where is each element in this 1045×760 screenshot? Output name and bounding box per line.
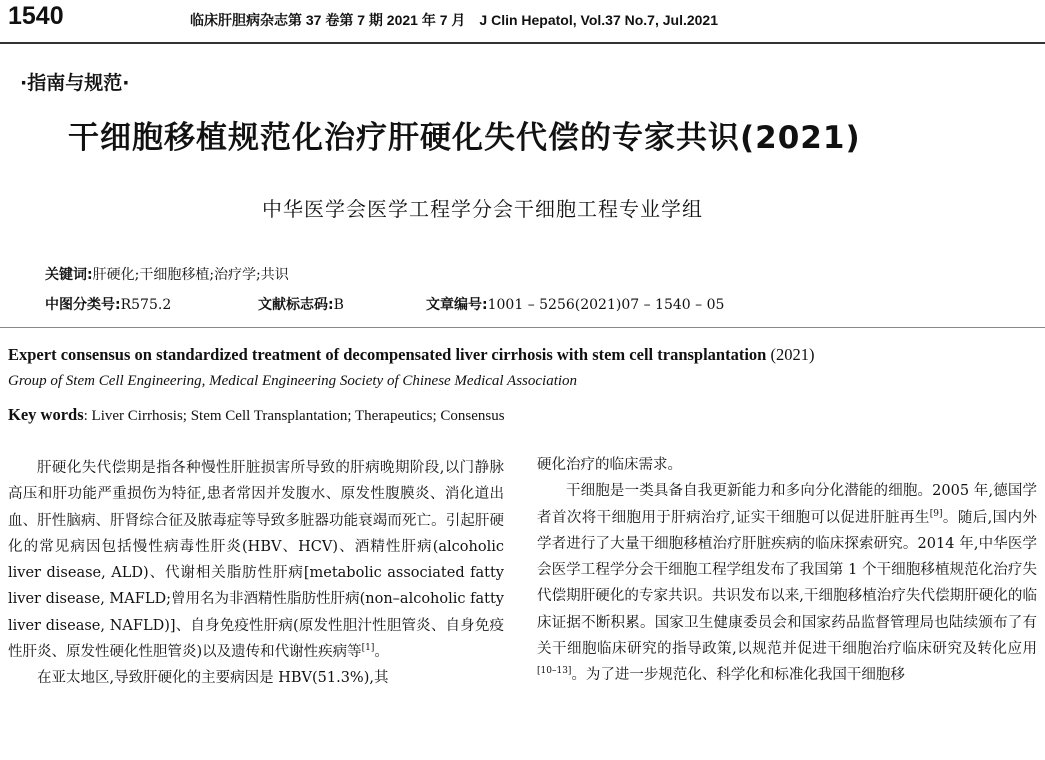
clc-label: 中图分类号: — [45, 297, 121, 313]
doc-code-label: 文献标志码: — [258, 297, 334, 313]
english-title — [8, 345, 814, 365]
article-number-label: 文章编号: — [426, 297, 488, 313]
article-title: 干细胞移植规范化治疗肝硬化失代偿的专家共识(2021) — [68, 120, 861, 156]
body-paragraph: 在亚太地区,导致肝硬化的主要病因是 HBV(51.3%),其 — [37, 670, 389, 687]
header-rule — [0, 42, 1045, 44]
article-authors: 中华医学会医学工程学分会干细胞工程专业学组 — [262, 197, 703, 221]
keywords-value: 肝硬化;干细胞移植;治疗学;共识 — [92, 267, 289, 283]
english-title-text: Expert consensus on standardized treatment of decompensated liver cirrhosis with stem cell transplantation — [8, 345, 767, 364]
article-number-line — [426, 294, 724, 314]
english-keywords-label: Key words — [8, 405, 84, 424]
running-head: 临床肝胆病杂志第 37 卷第 7 期 2021 年 7 月 J Clin Hepatol, Vol.37 No.7, Jul.2021 — [190, 12, 719, 28]
keywords-line — [45, 264, 289, 284]
citation: [9] — [929, 508, 943, 519]
body-paragraph — [537, 478, 1037, 688]
section-label: ·指南与规范· — [20, 72, 130, 94]
article-number-value: 1001 – 5256(2021)07 – 1540 – 05 — [487, 297, 725, 313]
body-text: 。 — [374, 644, 389, 661]
clc-line — [45, 294, 171, 314]
body-right-column — [537, 452, 1037, 689]
english-authors: Group of Stem Cell Engineering, Medical Engineering Society of Chinese Medical Association — [8, 373, 578, 389]
abstract-rule — [0, 327, 1045, 328]
page-number: 1540 — [8, 2, 64, 30]
body-paragraph: 硬化治疗的临床需求。 — [537, 457, 682, 473]
doc-code-line — [258, 294, 344, 314]
body-left-column — [8, 455, 504, 692]
body-paragraph — [8, 455, 504, 665]
body-text: 。随后,国内外学者进行了大量干细胞移植治疗肝脏疾病的临床探索研究。2014 年,中华医学会医学工程学分会干细胞工程学组发布了我国第 1 个干细胞移植规范化治疗失代偿期肝硬化的专家共识。共识发布以来,干细胞移植治疗失代偿期肝硬化的临床证据不断积累。国家卫生健康委员会和国家药品监督管理局也陆续颁布了有关干细胞临床研究的指导政策,以规范并促进干细胞治疗临床研究及转化应用 — [537, 509, 1037, 658]
keywords-label: 关键词: — [45, 267, 93, 283]
doc-code-value: B — [333, 297, 344, 313]
english-keywords — [8, 405, 505, 425]
english-keywords-value: : Liver Cirrhosis; Stem Cell Transplantation; Therapeutics; Consensus — [83, 408, 505, 424]
body-text: 肝硬化失代偿期是指各种慢性肝脏损害所导致的肝病晚期阶段,以门静脉高压和肝功能严重损伤为特征,患者常因并发腹水、原发性腹膜炎、消化道出血、肝性脑病、肝肾综合征及脓毒症等导致多脏器功能衰竭而死亡。引起肝硬化的常见病因包括慢性病毒性肝炎(HBV、HCV)、酒精性肝病(alcoholic liver disease, ALD)、代谢相关脂肪性肝病[metabolic associated fatty liver disease, MAFLD;曾用名为非酒精性脂肪性肝病(non–alcoholic fatty liver disease, NAFLD)]、自身免疫性肝病(原发性胆汁性胆管炎、自身免疫性肝炎、原发性硬化性胆管炎)以及遗传和代谢性疾病等 — [8, 460, 504, 661]
clc-value: R575.2 — [120, 297, 172, 313]
citation: [1] — [361, 643, 375, 654]
body-text: 干细胞是一类具备自我更新能力和多向分化潜能的细胞。2005 年,德国学者首次将干细胞用于肝病治疗,证实干细胞可以促进肝脏再生 — [537, 483, 1037, 526]
english-title-year: (2021) — [766, 345, 815, 364]
body-text: 。为了进一步规范化、科学化和标准化我国干细胞移 — [571, 667, 905, 684]
citation: [10–13] — [537, 666, 572, 677]
